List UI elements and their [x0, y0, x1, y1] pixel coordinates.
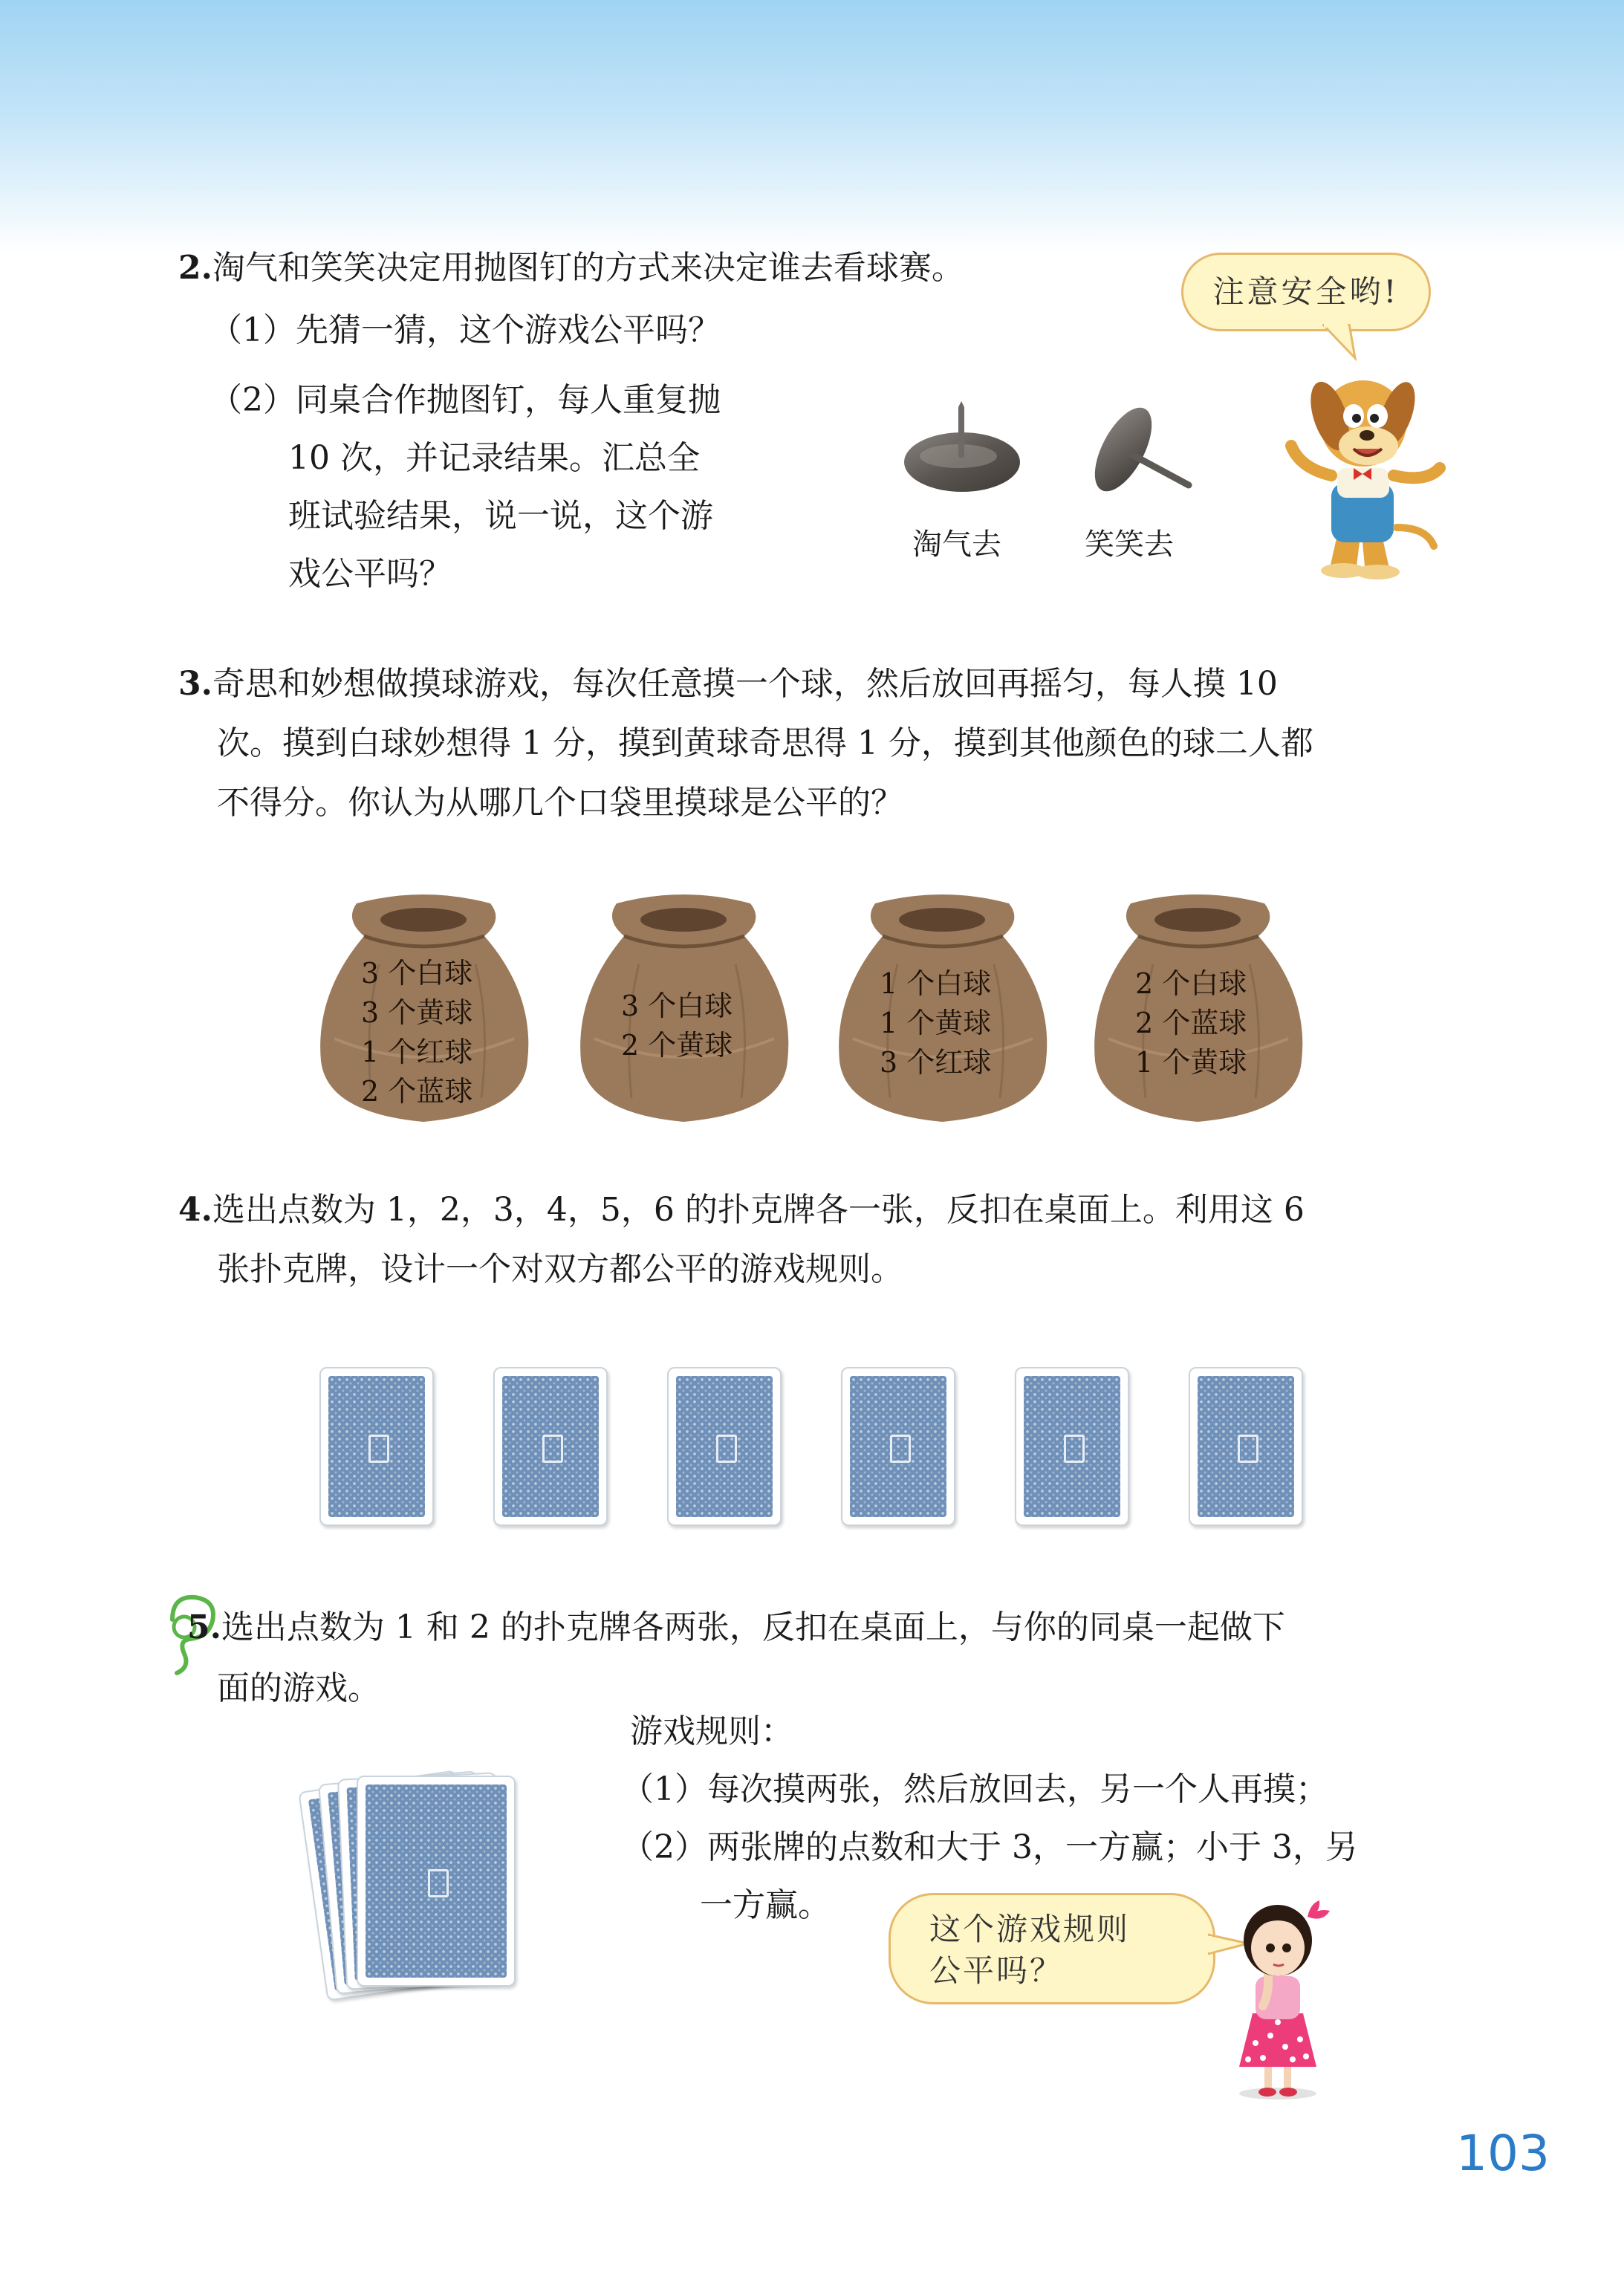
sack-line: 3 个黄球 [361, 996, 473, 1029]
exercise-line-1: 选出点数为 1 和 2 的扑克牌各两张，反扣在桌面上，与你的同桌一起做下 [221, 1608, 1285, 1646]
sack-line: 2 个黄球 [621, 1029, 733, 1062]
ball-sack [312, 890, 535, 1128]
sack-contents [880, 964, 991, 1082]
question-2-line-2: 10 次，并记录结果。汇总全 [288, 439, 700, 477]
exercise-text: 淘气和笑笑决定用抛图钉的方式来决定谁去看球赛。 [212, 249, 964, 287]
sack-line: 3 个白球 [621, 990, 733, 1022]
question-1: （1）先猜一猜，这个游戏公平吗？ [210, 311, 721, 349]
dog-speech-bubble [1181, 253, 1431, 331]
exercise-line-3: 不得分。你认为从哪几个口袋里摸球是公平的？ [217, 784, 903, 822]
sack-line: 2 个蓝球 [1135, 1007, 1247, 1039]
sack-line: 3 个红球 [880, 1046, 992, 1079]
girl-bubble-line-1: 这个游戏规则 [929, 1911, 1131, 1947]
dog-bubble-text: 注意安全哟! [1212, 273, 1400, 310]
dog-mascot-icon [1285, 357, 1449, 579]
card-back [841, 1367, 955, 1526]
card-back [667, 1367, 782, 1526]
rules-title: 游戏规则： [630, 1712, 793, 1750]
exercise-line-1: 选出点数为 1，2，3，4，5，6 的扑克牌各一张，反扣在桌面上。利用这 6 [212, 1191, 1305, 1229]
header-gradient-band [0, 0, 1624, 253]
rule-1: （1）每次摸两张，然后放回去，另一个人再摸； [621, 1770, 1328, 1808]
caption-xiaoxiao: 笑笑去 [1085, 527, 1174, 562]
bubble-tail [1322, 324, 1360, 361]
exercise-line-2: 张扑克牌，设计一个对双方都公平的游戏规则。 [217, 1250, 903, 1288]
sack-line: 1 个白球 [880, 967, 992, 1000]
girl-bubble-line-2: 公平吗？ [929, 1952, 1064, 1989]
card-back [1189, 1367, 1303, 1526]
exercise-number: 4. [178, 1191, 212, 1229]
exercise-line-1: 奇思和妙想做摸球游戏，每次任意摸一个球，然后放回再摇匀，每人摸 10 [212, 665, 1278, 703]
sack-contents [621, 987, 733, 1065]
girl-speech-bubble [889, 1893, 1215, 2004]
caption-taoqi: 淘气去 [912, 527, 1001, 562]
ball-sack [831, 890, 1053, 1128]
card-back [319, 1367, 434, 1526]
sack-line: 2 个蓝球 [361, 1075, 473, 1108]
exercise-number: 2. [178, 249, 212, 287]
sack-line: 2 个白球 [1135, 967, 1247, 1000]
sack-line: 1 个黄球 [880, 1007, 992, 1039]
rule-2-line-2: 一方赢。 [700, 1886, 831, 1924]
question-2-line-4: 戏公平吗？ [288, 555, 452, 593]
rule-2-line-1: （2）两张牌的点数和大于 3，一方赢；小于 3，另 [621, 1828, 1358, 1866]
ball-sack [572, 890, 795, 1128]
exercise-line-2: 次。摸到白球妙想得 1 分，摸到黄球奇思得 1 分，摸到其他颜色的球二人都 [217, 724, 1313, 762]
page-number: 103 [1456, 2125, 1550, 2182]
question-2-line-3: 班试验结果，说一说，这个游 [288, 497, 713, 535]
exercise-number: 5. [187, 1608, 221, 1646]
question-2-line-1: （2）同桌合作抛图钉，每人重复抛 [210, 381, 721, 419]
girl-character-icon [1218, 1894, 1337, 2102]
sack-line: 1 个红球 [361, 1036, 473, 1068]
stacked-card [357, 1776, 516, 1987]
sack-line: 3 个白球 [361, 957, 473, 990]
ball-sack [1086, 890, 1309, 1128]
exercise-number: 3. [178, 665, 212, 703]
sack-contents [1135, 964, 1247, 1082]
thumbtack-point-down-icon [1077, 397, 1196, 509]
card-back [1015, 1367, 1129, 1526]
thumbtack-point-up-icon [899, 401, 1025, 498]
exercise-line-2: 面的游戏。 [217, 1669, 380, 1707]
card-back [493, 1367, 608, 1526]
sack-line: 1 个黄球 [1135, 1046, 1247, 1079]
sack-contents [361, 954, 472, 1111]
